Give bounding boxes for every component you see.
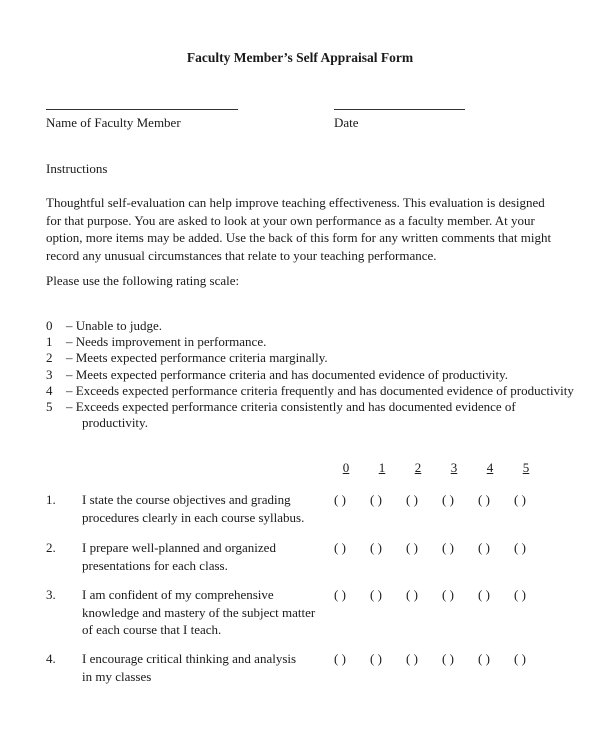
rating-scale-list [46, 318, 574, 431]
instructions-line: option, more items may be added. Use the back of this form for any written comments that might [46, 230, 552, 245]
date-label: Date [334, 115, 359, 130]
rating-header-1: 1 [378, 460, 386, 475]
question-line: I encourage critical thinking and analysis [82, 651, 297, 666]
instructions-line: record any unusual circumstances that relate to your teaching performance. [46, 247, 437, 263]
question-line: knowledge and mastery of the subject matter [82, 604, 316, 620]
rating-option-3[interactable]: ( ) [442, 540, 454, 555]
question-text [82, 491, 342, 526]
rating-option-0[interactable]: ( ) [334, 492, 346, 507]
rating-option-2[interactable]: ( ) [406, 540, 418, 555]
rating-header-3: 3 [450, 460, 458, 475]
instructions-line: for that purpose. You are asked to look at your own performance as a faculty member. At your [46, 212, 535, 228]
rating-header-2: 2 [414, 460, 422, 475]
name-label: Name of Faculty Member [46, 115, 181, 130]
rating-option-4[interactable]: ( ) [478, 651, 490, 666]
question-number: 3. [46, 587, 56, 602]
rating-option-5[interactable]: ( ) [514, 540, 526, 555]
rating-header-4: 4 [486, 460, 494, 475]
rating-column-headers [334, 460, 544, 478]
scale-item [46, 399, 574, 415]
instructions-line: Thoughtful self-evaluation can help improve teaching effectiveness. This evaluation is designed [46, 195, 545, 210]
form-title: Faculty Member’s Self Appraisal Form [186, 50, 414, 65]
name-signature-line[interactable] [46, 109, 238, 110]
rating-option-5[interactable]: ( ) [514, 651, 526, 666]
question-number: 1. [46, 492, 56, 507]
rating-option-5[interactable]: ( ) [514, 587, 526, 602]
scale-number: 1 [46, 334, 53, 350]
question-line: I state the course objectives and grading [82, 492, 291, 507]
scale-intro: Please use the following rating scale: [46, 273, 240, 288]
instructions-paragraph [46, 194, 558, 264]
rating-option-0[interactable]: ( ) [334, 540, 346, 555]
scale-item [46, 350, 574, 366]
rating-option-2[interactable]: ( ) [406, 651, 418, 666]
scale-number: 2 [46, 350, 53, 366]
rating-header-0: 0 [342, 460, 350, 475]
rating-options [334, 491, 544, 509]
scale-item [46, 334, 574, 350]
question-line: I am confident of my comprehensive [82, 587, 274, 602]
scale-item-continuation: productivity. [82, 415, 148, 431]
question-line: in my classes [82, 668, 152, 684]
scale-text: – Needs improvement in performance. [66, 334, 267, 350]
rating-options [334, 650, 544, 668]
scale-text: – Exceeds expected performance criteria consistently and has documented evidence of [66, 399, 516, 415]
rating-option-4[interactable]: ( ) [478, 540, 490, 555]
rating-option-1[interactable]: ( ) [370, 651, 382, 666]
scale-item [46, 367, 574, 383]
rating-option-3[interactable]: ( ) [442, 651, 454, 666]
question-line: procedures clearly in each course syllabus. [82, 509, 305, 525]
question-number: 2. [46, 540, 56, 555]
rating-option-3[interactable]: ( ) [442, 587, 454, 602]
scale-item [46, 383, 574, 399]
rating-options [334, 586, 544, 604]
question-text [82, 586, 342, 639]
rating-option-0[interactable]: ( ) [334, 651, 346, 666]
scale-text: – Unable to judge. [66, 318, 163, 333]
rating-option-1[interactable]: ( ) [370, 587, 382, 602]
date-signature-line[interactable] [334, 109, 465, 110]
question-line: presentations for each class. [82, 557, 228, 573]
rating-option-2[interactable]: ( ) [406, 587, 418, 602]
rating-option-3[interactable]: ( ) [442, 492, 454, 507]
rating-option-1[interactable]: ( ) [370, 492, 382, 507]
rating-option-5[interactable]: ( ) [514, 492, 526, 507]
question-line: of each course that I teach. [82, 622, 222, 637]
rating-option-4[interactable]: ( ) [478, 492, 490, 507]
scale-text: – Meets expected performance criteria marginally. [66, 350, 328, 366]
rating-option-2[interactable]: ( ) [406, 492, 418, 507]
instructions-heading: Instructions [46, 161, 108, 176]
scale-text: – Exceeds expected performance criteria frequently and has documented evidence of productivity [66, 382, 574, 398]
rating-header-5: 5 [522, 460, 530, 475]
rating-option-0[interactable]: ( ) [334, 587, 346, 602]
rating-options [334, 539, 544, 557]
scale-number: 3 [46, 366, 53, 382]
scale-number: 4 [46, 382, 53, 398]
rating-option-4[interactable]: ( ) [478, 587, 490, 602]
scale-number: 0 [46, 318, 53, 333]
question-line: I prepare well-planned and organized [82, 540, 276, 555]
scale-item [46, 318, 574, 334]
question-text [82, 650, 342, 685]
question-text [82, 539, 342, 574]
scale-text: – Meets expected performance criteria and has documented evidence of productivity. [66, 366, 509, 382]
rating-option-1[interactable]: ( ) [370, 540, 382, 555]
question-number: 4. [46, 651, 56, 666]
scale-number: 5 [46, 399, 53, 415]
